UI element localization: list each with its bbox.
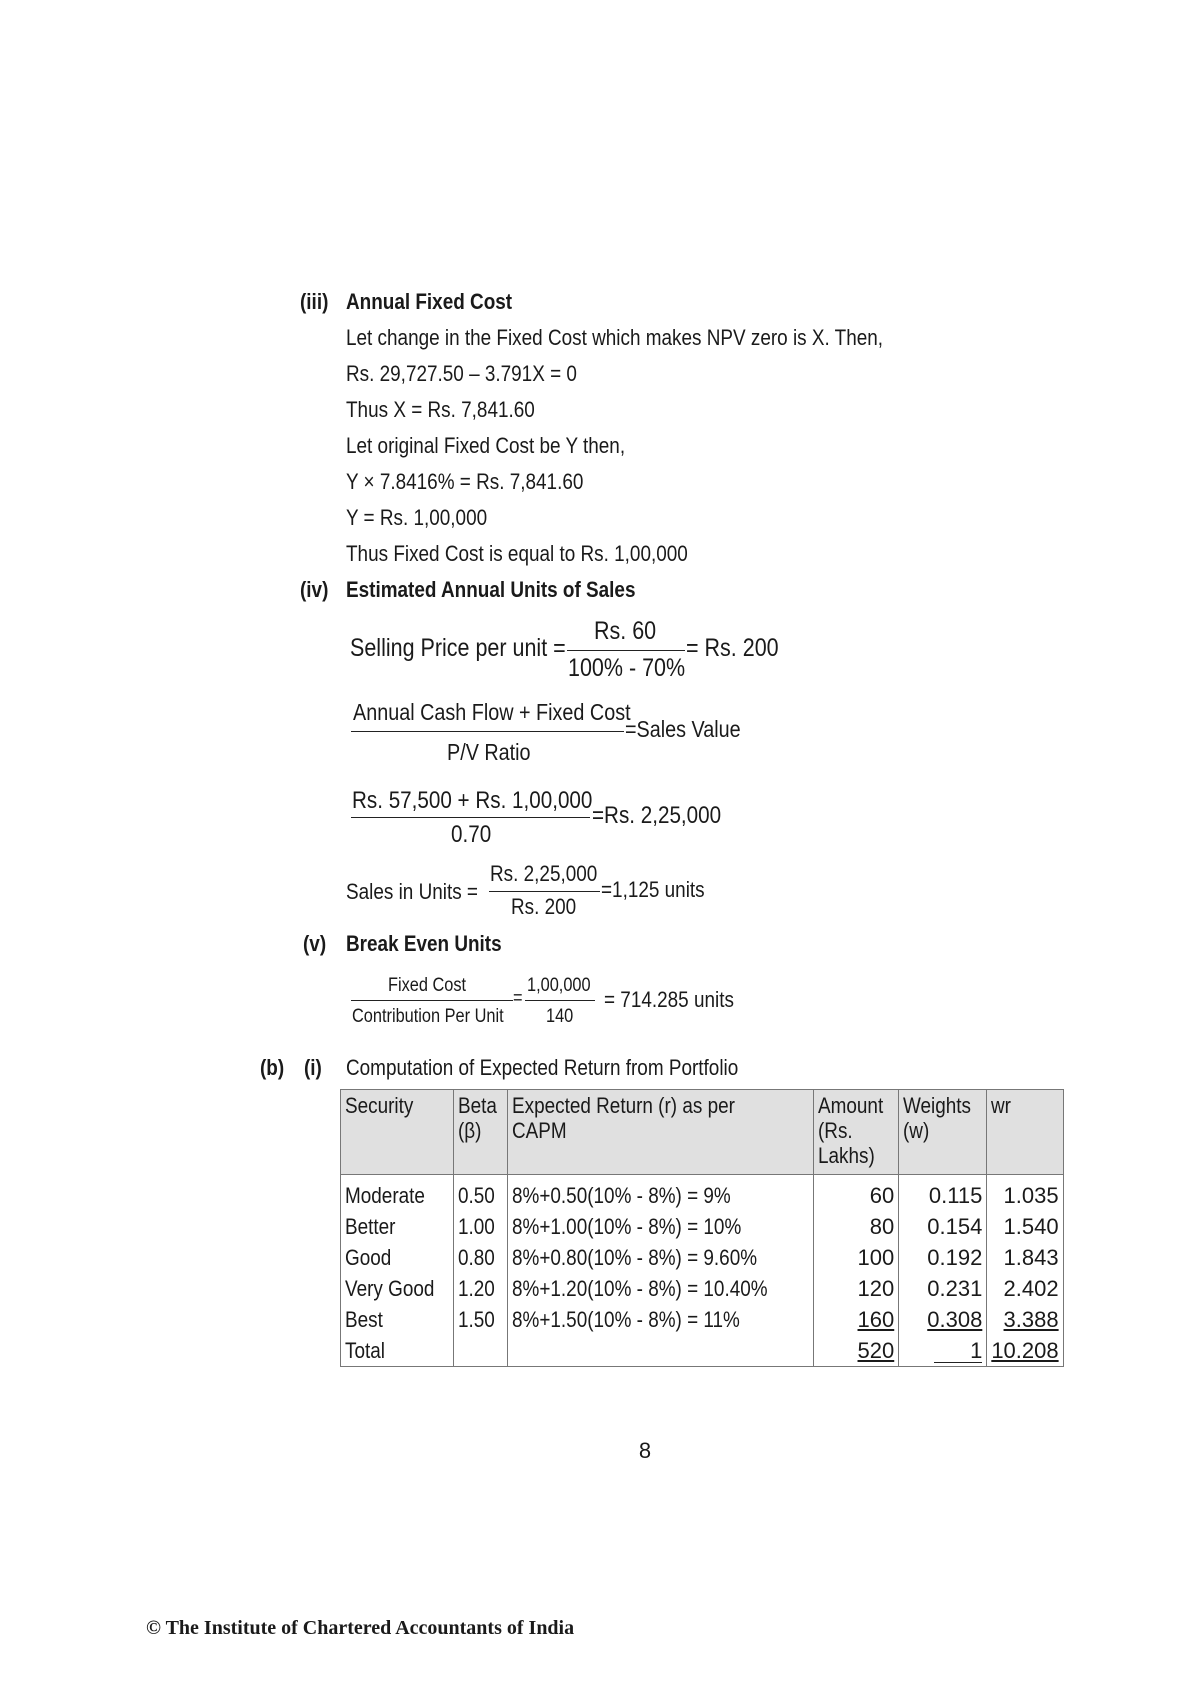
section-v-title: Break Even Units (346, 931, 502, 956)
fraction-bar (567, 650, 685, 651)
header-weights: Weights (w) (899, 1090, 987, 1175)
fraction-numerator: Annual Cash Flow + Fixed Cost (353, 699, 631, 725)
section-iv-label: (iv) (300, 577, 329, 602)
part-b-title: Computation of Expected Return from Portfolio (346, 1055, 739, 1080)
header-security: Security (341, 1090, 454, 1175)
text-line: Y × 7.8416% = Rs. 7,841.60 (346, 469, 584, 494)
header-expected-return: Expected Return (r) as per CAPM (508, 1090, 814, 1175)
footer-copyright: © The Institute of Chartered Accountants of India (146, 1617, 575, 1639)
fraction-numerator: Rs. 60 (594, 617, 657, 645)
section-iii-label: (iii) (300, 289, 329, 314)
header-wr: wr (987, 1090, 1063, 1175)
table-row: Good 0.80 8%+0.80(10% - 8%) = 9.60% 100 0.192 1.843 (341, 1242, 1064, 1273)
part-b-label: (b) (260, 1055, 285, 1080)
table-row: Moderate 0.50 8%+0.50(10% - 8%) = 9% 60 0.115 1.035 (341, 1175, 1064, 1212)
text-line: Thus X = Rs. 7,841.60 (346, 397, 535, 422)
section-iv-title: Estimated Annual Units of Sales (346, 577, 636, 602)
text-line: Y = Rs. 1,00,000 (346, 505, 488, 530)
part-b-sub-label: (i) (304, 1055, 322, 1080)
fraction-bar (351, 817, 590, 818)
table-row: Better 1.00 8%+1.00(10% - 8%) = 10% 80 0.154 1.540 (341, 1211, 1064, 1242)
fraction-numerator: Fixed Cost (388, 975, 467, 996)
fraction-denominator: 0.70 (451, 821, 492, 848)
page-number: 8 (638, 1438, 652, 1463)
fraction-numerator: Rs. 2,25,000 (490, 861, 598, 886)
fraction-denominator: 100% - 70% (568, 654, 686, 682)
text-line: Rs. 29,727.50 – 3.791X = 0 (346, 361, 577, 386)
header-beta: Beta (β) (453, 1090, 507, 1175)
fraction-numerator: Rs. 57,500 + Rs. 1,00,000 (352, 787, 593, 814)
fraction-bar (525, 1000, 595, 1001)
section-v-label: (v) (303, 931, 327, 956)
fraction-denominator: Contribution Per Unit (352, 1006, 504, 1027)
portfolio-table (340, 1089, 1064, 1367)
text-line: Let change in the Fixed Cost which makes NPV zero is X. Then, (346, 325, 884, 350)
fraction-bar (351, 731, 624, 732)
text-line: Thus Fixed Cost is equal to Rs. 1,00,000 (346, 541, 688, 566)
table-total-row: Total 520 1 10.208 (341, 1335, 1064, 1367)
text-line: Let original Fixed Cost be Y then, (346, 433, 626, 458)
fraction-bar (351, 1000, 513, 1001)
fraction-denominator: 140 (546, 1006, 574, 1027)
fraction-denominator: Rs. 200 (511, 894, 577, 919)
fraction-denominator: P/V Ratio (447, 739, 531, 765)
table-row: Very Good 1.20 8%+1.20(10% - 8%) = 10.40% 120 0.231 2.402 (341, 1273, 1064, 1304)
fraction-numerator: 1,00,000 (527, 975, 591, 996)
section-iii-title: Annual Fixed Cost (346, 289, 513, 314)
table-row: Best 1.50 8%+1.50(10% - 8%) = 11% 160 0.308 3.388 (341, 1304, 1064, 1335)
table-header-row (341, 1090, 1064, 1175)
fraction-bar (489, 891, 600, 892)
header-amount: Amount (Rs. Lakhs) (814, 1090, 899, 1175)
